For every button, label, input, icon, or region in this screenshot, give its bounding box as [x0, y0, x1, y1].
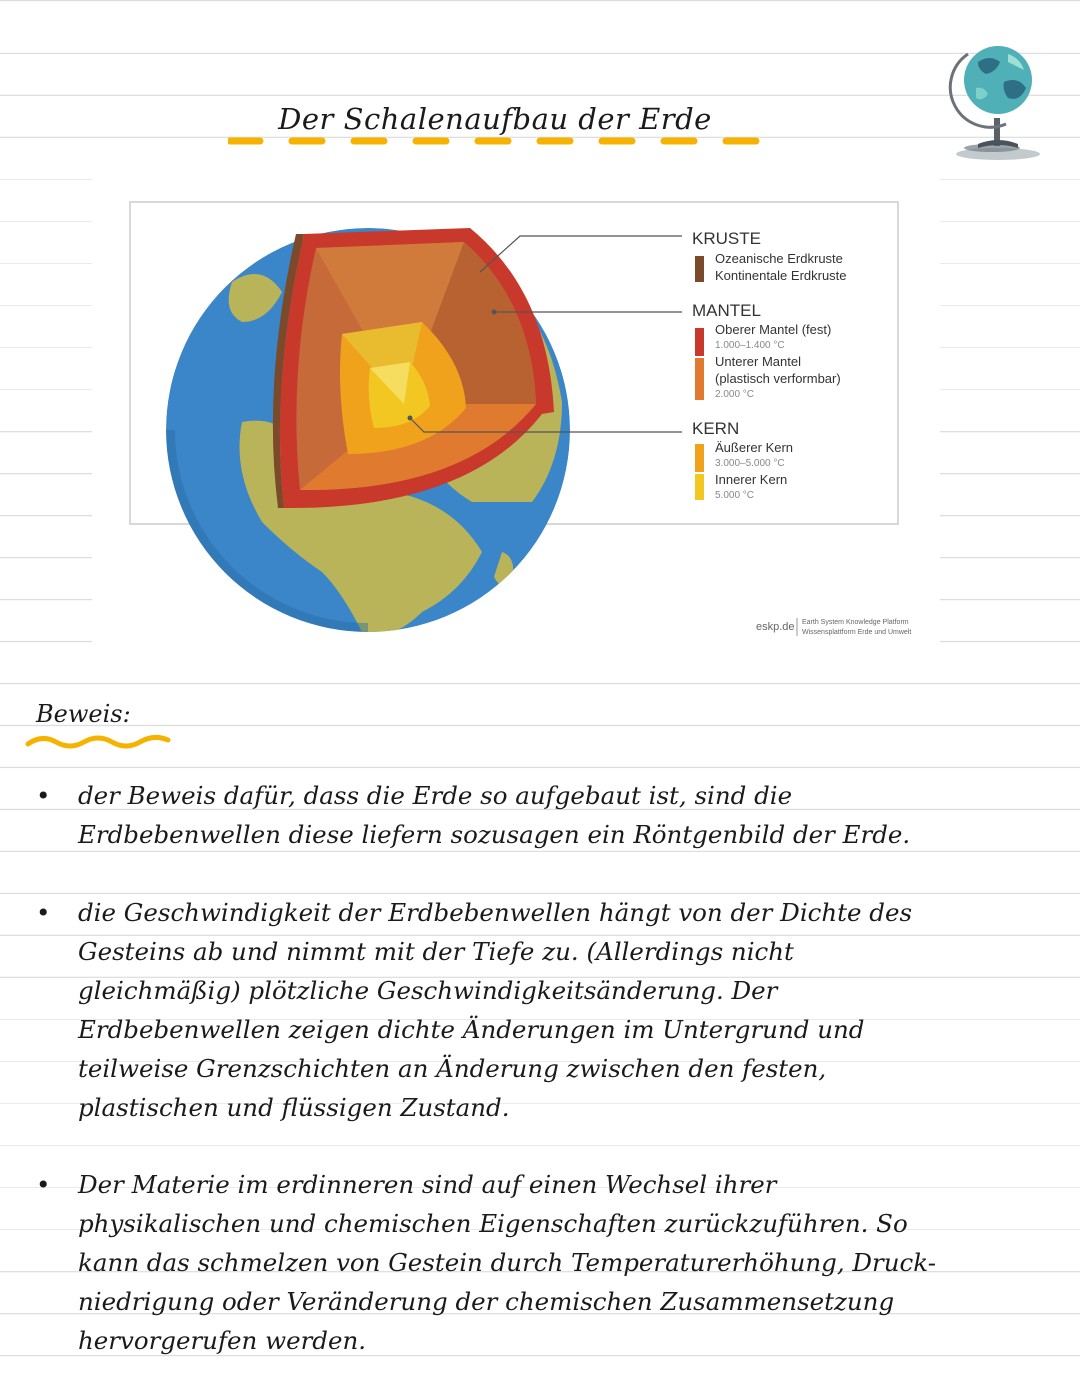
earth-layers-figure: [92, 172, 940, 650]
source-credit-line2: Wissensplattform Erde und Umwelt: [802, 629, 912, 636]
legend-heading-kern: KERN: [692, 419, 740, 438]
bullet-text: Der Materie im erdinneren sind auf einen Wechsel ihrer physikalischen und chemischen Eigenschaften zurückzuführen. So kann das schmelzen von Gestein durch Temperaturerhöhung, Druck- niedrigung oder Veränderung der chemischen Zusammensetzung hervorgerufen werden.: [78, 1170, 936, 1355]
page-title: Der Schalenaufbau der Erde: [278, 102, 712, 136]
legend-temp-aeusserer-kern: 3.000–5.000 °C: [715, 458, 785, 469]
earth-cross-section: [92, 172, 940, 650]
legend-temp-innerer-kern: 5.000 °C: [715, 490, 755, 501]
title-dashed-underline: [228, 136, 768, 146]
legend-item-unterer-mantel-line2: (plastisch verformbar): [715, 371, 841, 386]
legend-swatch-upper-mantle: [695, 328, 704, 356]
bullet-marker: •: [36, 1170, 51, 1199]
beweis-squiggle-underline: [24, 730, 174, 752]
legend-swatch-crust: [695, 256, 704, 282]
bullet-marker: •: [36, 781, 51, 810]
legend-item-innerer-kern: Innerer Kern: [715, 472, 788, 487]
legend-swatch-outer-core: [695, 444, 704, 472]
legend-heading-kruste: KRUSTE: [692, 229, 761, 248]
legend-temp-oberer-mantel: 1.000–1.400 °C: [715, 340, 785, 351]
bullet-marker: •: [36, 898, 51, 927]
bullet-text: die Geschwindigkeit der Erdbebenwellen hängt von der Dichte des Gesteins ab und nimmt mit der Tiefe zu. (Allerdings nicht gleichmäßig) plötzliche Geschwindigkeitsänderung. Der Erdbebenwellen zeigen dichte Änderungen im Untergrund und teilweise Grenzschichten an Änderung zwischen den festen, plastischen und flüssigen Zustand.: [78, 898, 913, 1122]
bullet-text: der Beweis dafür, dass die Erde so aufgebaut ist, sind die Erdbebenwellen diese liefern sozusagen ein Röntgenbild der Erde.: [78, 781, 911, 849]
legend-temp-unterer-mantel: 2.000 °C: [715, 389, 755, 400]
source-credit-line1: Earth System Knowledge Platform: [802, 619, 909, 626]
source-credit-short: eskp.de: [756, 621, 795, 633]
legend-swatch-lower-mantle: [695, 358, 704, 400]
legend-swatch-inner-core: [695, 474, 704, 500]
legend-item-kontinentale-erdkruste: Kontinentale Erdkruste: [715, 268, 847, 283]
legend-item-aeusserer-kern: Äußerer Kern: [715, 440, 794, 455]
beweis-heading: Beweis:: [36, 700, 131, 728]
legend-heading-mantel: MANTEL: [692, 301, 761, 320]
legend-item-unterer-mantel: Unterer Mantel: [715, 354, 801, 369]
globe-illustration-icon: [948, 36, 1048, 162]
crust-leader-line: [480, 236, 682, 272]
legend-item-ozeanische-erdkruste: Ozeanische Erdkruste: [715, 251, 843, 266]
legend-item-oberer-mantel: Oberer Mantel (fest): [715, 322, 832, 337]
